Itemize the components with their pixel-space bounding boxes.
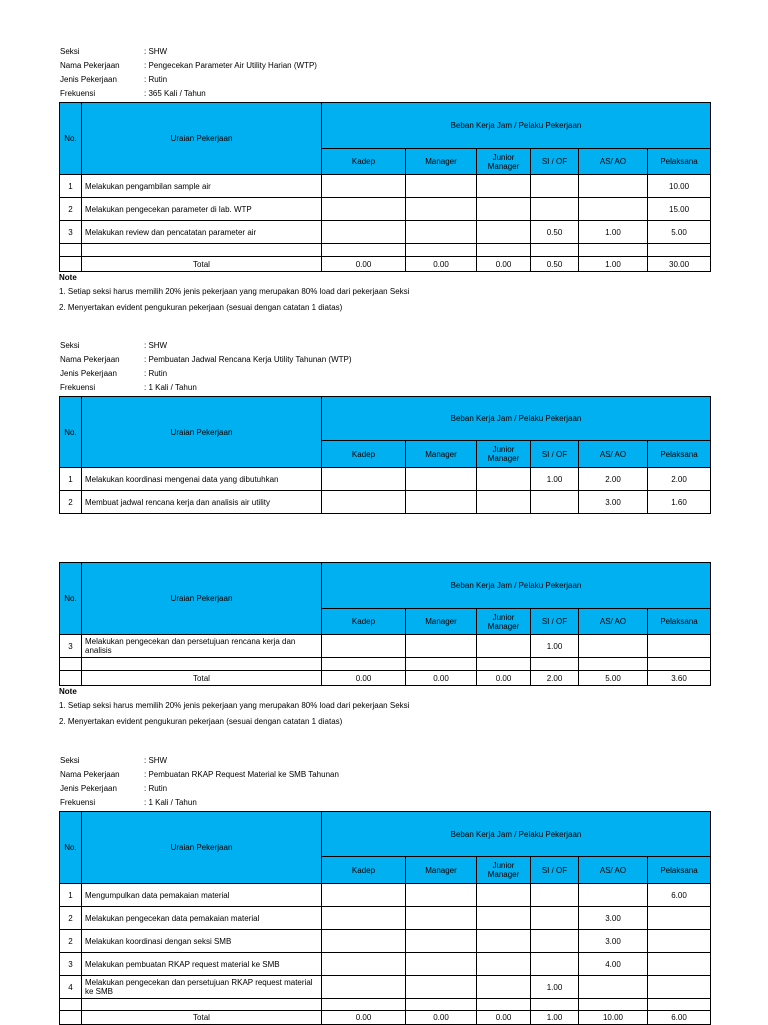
cell-pelaksana: 15.00	[648, 198, 711, 221]
col-as-ao: AS/ AO	[579, 441, 648, 468]
value-nama-pekerjaan: : Pembuatan Jadwal Rencana Kerja Utility Tahunan (WTP)	[144, 355, 352, 364]
label-jenis-pekerjaan: Jenis Pekerjaan	[60, 75, 117, 84]
cell-task: Melakukan pengecekan parameter di lab. WTP	[82, 198, 322, 221]
note-line-1: 1. Setiap seksi harus memilih 20% jenis pekerjaan yang merupakan 80% load dari pekerjaan Seksi	[59, 701, 410, 710]
cell-no: 1	[60, 468, 82, 491]
cell-si	[531, 491, 579, 514]
cell-manager	[406, 468, 477, 491]
total-kadep: 0.00	[322, 1011, 406, 1025]
total-as: 5.00	[579, 671, 648, 686]
total-label: Total	[82, 1011, 322, 1025]
total-as: 10.00	[579, 1011, 648, 1025]
cell-junior	[477, 635, 531, 658]
cell-pelaksana	[648, 953, 711, 976]
cell-pelaksana	[648, 930, 711, 953]
cell-no: 3	[60, 953, 82, 976]
cell-manager	[406, 907, 477, 930]
col-si-of: SI / OF	[531, 149, 579, 175]
cell-no: 2	[60, 198, 82, 221]
cell-manager	[406, 635, 477, 658]
value-jenis-pekerjaan: : Rutin	[144, 75, 168, 84]
note-line-2: 2. Menyertakan evident pengukuran pekerjaan (sesuai dengan catatan 1 diatas)	[59, 303, 343, 312]
col-as-ao: AS/ AO	[579, 149, 648, 175]
total-label: Total	[82, 257, 322, 272]
cell-as	[579, 198, 648, 221]
col-junior-manager: Junior Manager	[477, 857, 531, 884]
col-beban: Beban Kerja Jam / Pelaku Pekerjaan	[322, 563, 711, 609]
col-kadep: Kadep	[322, 441, 406, 468]
note-line-1: 1. Setiap seksi harus memilih 20% jenis pekerjaan yang merupakan 80% load dari pekerjaan Seksi	[59, 287, 410, 296]
col-junior-manager: Junior Manager	[477, 441, 531, 468]
total-si: 2.00	[531, 671, 579, 686]
cell-pelaksana: 2.00	[648, 468, 711, 491]
cell-task: Melakukan pengecekan dan persetujuan RKAP request material ke SMB	[82, 976, 322, 999]
cell-kadep	[322, 930, 406, 953]
cell-no: 1	[60, 884, 82, 907]
job-header-1	[60, 45, 317, 101]
cell-as: 4.00	[579, 953, 648, 976]
col-beban: Beban Kerja Jam / Pelaku Pekerjaan	[322, 103, 711, 149]
cell-task: Melakukan pengecekan dan persetujuan rencana kerja dan analisis	[82, 635, 322, 658]
cell-si: 1.00	[531, 976, 579, 999]
cell-pelaksana: 10.00	[648, 175, 711, 198]
cell-no: 3	[60, 221, 82, 244]
note-line-2: 2. Menyertakan evident pengukuran pekerjaan (sesuai dengan catatan 1 diatas)	[59, 717, 343, 726]
cell-kadep	[322, 907, 406, 930]
table-row	[60, 976, 711, 999]
cell-junior	[477, 221, 531, 244]
cell-no: 3	[60, 635, 82, 658]
col-uraian: Uraian Pekerjaan	[82, 563, 322, 635]
col-pelaksana: Pelaksana	[648, 857, 711, 884]
table-row	[60, 468, 711, 491]
value-nama-pekerjaan: : Pengecekan Parameter Air Utility Harian (WTP)	[144, 61, 317, 70]
col-pelaksana: Pelaksana	[648, 149, 711, 175]
total-kadep: 0.00	[322, 257, 406, 272]
total-pelaksana: 3.60	[648, 671, 711, 686]
cell-as	[579, 976, 648, 999]
empty-row	[60, 999, 711, 1011]
cell-as: 3.00	[579, 907, 648, 930]
col-si-of: SI / OF	[531, 857, 579, 884]
cell-as: 2.00	[579, 468, 648, 491]
table-row	[60, 953, 711, 976]
col-manager: Manager	[406, 609, 477, 635]
table-row	[60, 221, 711, 244]
cell-junior	[477, 930, 531, 953]
label-frekuensi: Frekuensi	[60, 89, 96, 98]
cell-pelaksana	[648, 976, 711, 999]
label-seksi: Seksi	[60, 47, 80, 56]
col-kadep: Kadep	[322, 609, 406, 635]
value-frekuensi: : 1 Kali / Tahun	[144, 383, 197, 392]
cell-kadep	[322, 468, 406, 491]
col-uraian: Uraian Pekerjaan	[82, 397, 322, 468]
cell-no: 1	[60, 175, 82, 198]
note-block-2	[59, 685, 409, 729]
total-label: Total	[82, 671, 322, 686]
cell-kadep	[322, 635, 406, 658]
col-as-ao: AS/ AO	[579, 609, 648, 635]
col-kadep: Kadep	[322, 857, 406, 884]
cell-si: 0.50	[531, 221, 579, 244]
cell-pelaksana: 1.60	[648, 491, 711, 514]
cell-kadep	[322, 953, 406, 976]
workload-table-2-continued	[59, 562, 711, 686]
cell-junior	[477, 884, 531, 907]
total-si: 1.00	[531, 1011, 579, 1025]
cell-task: Melakukan pengecekan data pemakaian material	[82, 907, 322, 930]
value-nama-pekerjaan: : Pembuatan RKAP Request Material ke SMB Tahunan	[144, 770, 339, 779]
cell-si	[531, 953, 579, 976]
job-header-2	[60, 339, 352, 395]
cell-si	[531, 175, 579, 198]
label-seksi: Seksi	[60, 756, 80, 765]
cell-no: 2	[60, 491, 82, 514]
table-row	[60, 491, 711, 514]
cell-si	[531, 198, 579, 221]
total-pelaksana: 30.00	[648, 257, 711, 272]
col-no: No.	[60, 812, 82, 884]
total-manager: 0.00	[406, 671, 477, 686]
cell-manager	[406, 976, 477, 999]
total-junior: 0.00	[477, 257, 531, 272]
table-row	[60, 884, 711, 907]
table-row	[60, 198, 711, 221]
cell-as	[579, 635, 648, 658]
col-as-ao: AS/ AO	[579, 857, 648, 884]
col-pelaksana: Pelaksana	[648, 441, 711, 468]
cell-no: 2	[60, 907, 82, 930]
cell-si: 1.00	[531, 468, 579, 491]
col-kadep: Kadep	[322, 149, 406, 175]
col-si-of: SI / OF	[531, 609, 579, 635]
value-seksi: : SHW	[144, 341, 168, 350]
total-kadep: 0.00	[322, 671, 406, 686]
col-beban: Beban Kerja Jam / Pelaku Pekerjaan	[322, 812, 711, 857]
table-row	[60, 175, 711, 198]
label-jenis-pekerjaan: Jenis Pekerjaan	[60, 369, 117, 378]
total-manager: 0.00	[406, 257, 477, 272]
cell-junior	[477, 491, 531, 514]
cell-no: 4	[60, 976, 82, 999]
cell-junior	[477, 907, 531, 930]
value-jenis-pekerjaan: : Rutin	[144, 784, 168, 793]
workload-table-3	[59, 811, 711, 1025]
col-uraian: Uraian Pekerjaan	[82, 103, 322, 175]
col-beban: Beban Kerja Jam / Pelaku Pekerjaan	[322, 397, 711, 441]
workload-table-1	[59, 102, 711, 272]
cell-manager	[406, 930, 477, 953]
label-nama-pekerjaan: Nama Pekerjaan	[60, 770, 120, 779]
cell-as	[579, 175, 648, 198]
total-row	[60, 1011, 711, 1025]
value-seksi: : SHW	[144, 756, 168, 765]
cell-task: Melakukan pembuatan RKAP request material ke SMB	[82, 953, 322, 976]
table-row	[60, 907, 711, 930]
table-row	[60, 635, 711, 658]
value-seksi: : SHW	[144, 47, 168, 56]
cell-manager	[406, 221, 477, 244]
cell-si	[531, 907, 579, 930]
cell-kadep	[322, 198, 406, 221]
cell-manager	[406, 491, 477, 514]
cell-pelaksana	[648, 635, 711, 658]
total-si: 0.50	[531, 257, 579, 272]
note-title: Note	[59, 687, 77, 696]
col-uraian: Uraian Pekerjaan	[82, 812, 322, 884]
cell-task: Melakukan review dan pencatatan parameter air	[82, 221, 322, 244]
cell-kadep	[322, 221, 406, 244]
cell-pelaksana: 5.00	[648, 221, 711, 244]
cell-junior	[477, 468, 531, 491]
cell-junior	[477, 175, 531, 198]
cell-task: Melakukan pengambilan sample air	[82, 175, 322, 198]
cell-kadep	[322, 884, 406, 907]
col-si-of: SI / OF	[531, 441, 579, 468]
col-no: No.	[60, 563, 82, 635]
cell-as: 3.00	[579, 491, 648, 514]
cell-si	[531, 930, 579, 953]
cell-task: Melakukan koordinasi mengenai data yang dibutuhkan	[82, 468, 322, 491]
label-nama-pekerjaan: Nama Pekerjaan	[60, 355, 120, 364]
col-junior-manager: Junior Manager	[477, 149, 531, 175]
workload-table-2	[59, 396, 711, 514]
cell-si: 1.00	[531, 635, 579, 658]
cell-manager	[406, 198, 477, 221]
total-junior: 0.00	[477, 1011, 531, 1025]
cell-as	[579, 884, 648, 907]
cell-junior	[477, 953, 531, 976]
cell-kadep	[322, 976, 406, 999]
total-row	[60, 257, 711, 272]
cell-pelaksana	[648, 907, 711, 930]
value-frekuensi: : 1 Kali / Tahun	[144, 798, 197, 807]
cell-si	[531, 884, 579, 907]
total-as: 1.00	[579, 257, 648, 272]
col-manager: Manager	[406, 441, 477, 468]
job-header-3	[60, 754, 339, 810]
col-manager: Manager	[406, 857, 477, 884]
cell-kadep	[322, 175, 406, 198]
value-jenis-pekerjaan: : Rutin	[144, 369, 168, 378]
cell-manager	[406, 884, 477, 907]
note-block-1	[59, 271, 409, 315]
total-junior: 0.00	[477, 671, 531, 686]
col-manager: Manager	[406, 149, 477, 175]
label-frekuensi: Frekuensi	[60, 798, 96, 807]
col-junior-manager: Junior Manager	[477, 609, 531, 635]
cell-as: 3.00	[579, 930, 648, 953]
cell-manager	[406, 175, 477, 198]
cell-kadep	[322, 491, 406, 514]
label-nama-pekerjaan: Nama Pekerjaan	[60, 61, 120, 70]
cell-task: Membuat jadwal rencana kerja dan analisis air utility	[82, 491, 322, 514]
note-title: Note	[59, 273, 77, 282]
cell-junior	[477, 976, 531, 999]
label-frekuensi: Frekuensi	[60, 383, 96, 392]
cell-no: 2	[60, 930, 82, 953]
empty-row	[60, 658, 711, 671]
cell-pelaksana: 6.00	[648, 884, 711, 907]
value-frekuensi: : 365 Kali / Tahun	[144, 89, 206, 98]
table-row	[60, 930, 711, 953]
cell-task: Melakukan koordinasi dengan seksi SMB	[82, 930, 322, 953]
cell-task: Mengumpulkan data pemakaian material	[82, 884, 322, 907]
col-pelaksana: Pelaksana	[648, 609, 711, 635]
col-no: No.	[60, 397, 82, 468]
cell-manager	[406, 953, 477, 976]
total-pelaksana: 6.00	[648, 1011, 711, 1025]
col-no: No.	[60, 103, 82, 175]
cell-junior	[477, 198, 531, 221]
label-seksi: Seksi	[60, 341, 80, 350]
cell-as: 1.00	[579, 221, 648, 244]
empty-row	[60, 244, 711, 257]
label-jenis-pekerjaan: Jenis Pekerjaan	[60, 784, 117, 793]
total-row	[60, 671, 711, 686]
total-manager: 0.00	[406, 1011, 477, 1025]
